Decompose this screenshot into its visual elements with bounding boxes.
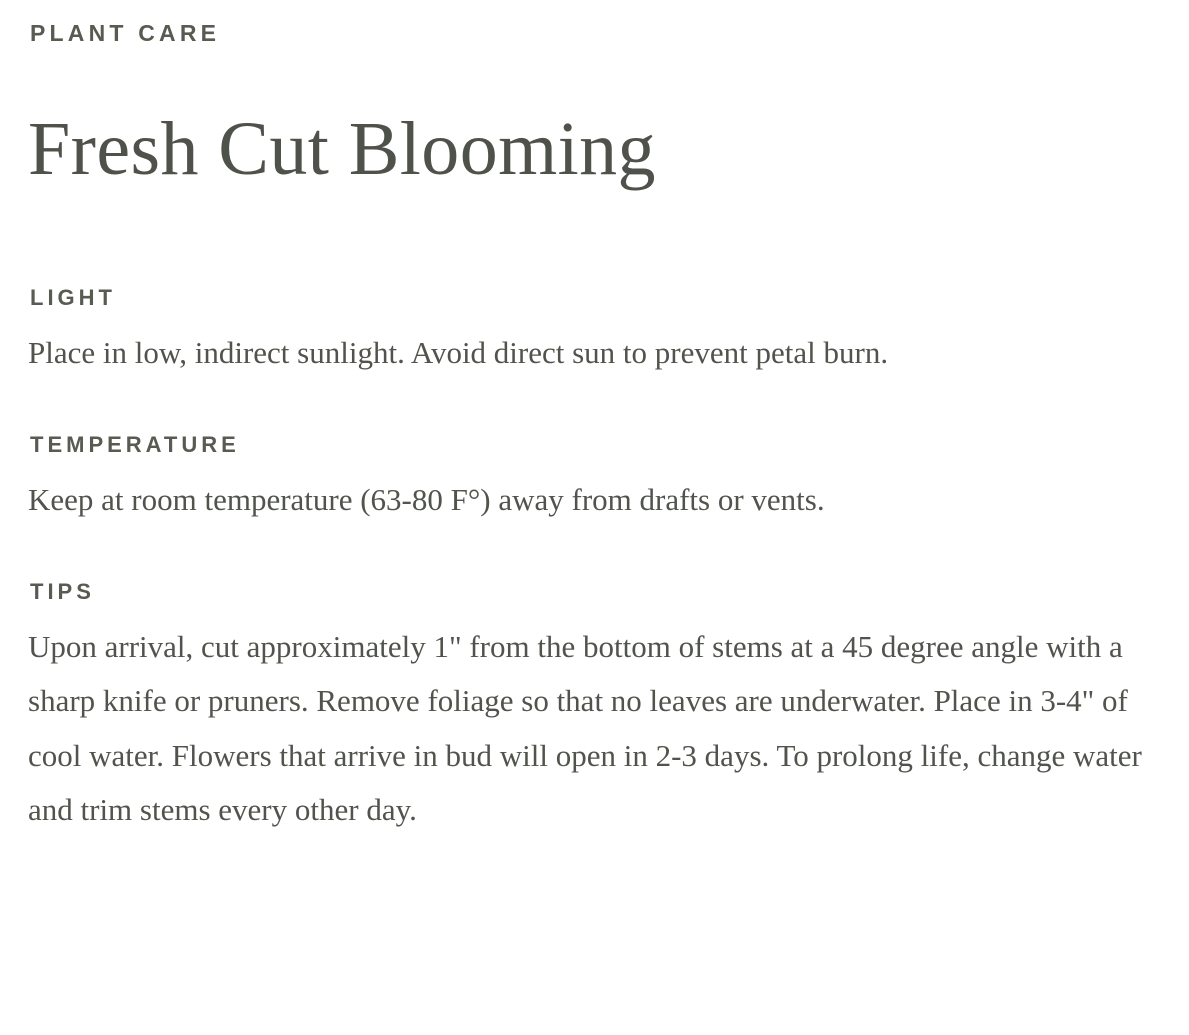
section-tips	[28, 579, 1149, 838]
category-label: PLANT CARE	[30, 20, 221, 46]
section-body-temperature: Keep at room temperature (63-80 F°) away from drafts or vents.	[28, 481, 825, 517]
page-title: Fresh Cut Blooming	[28, 106, 656, 191]
section-body-light: Place in low, indirect sunlight. Avoid direct sun to prevent petal burn.	[28, 334, 889, 370]
section-light	[28, 285, 1149, 380]
section-body-tips: Upon arrival, cut approximately 1" from the bottom of stems at a 45 degree angle with a sharp knife or pruners. Remove foliage so that no leaves are underwater. Place in 3-4" of cool water. Flowers that arrive in bud will open in 2-3 days. To prolong life, change water and trim stems every other day.	[28, 628, 1142, 828]
section-heading-tips: TIPS	[30, 579, 95, 605]
section-heading-light: LIGHT	[30, 285, 116, 311]
section-heading-temperature: TEMPERATURE	[30, 432, 240, 458]
section-temperature	[28, 432, 1149, 527]
